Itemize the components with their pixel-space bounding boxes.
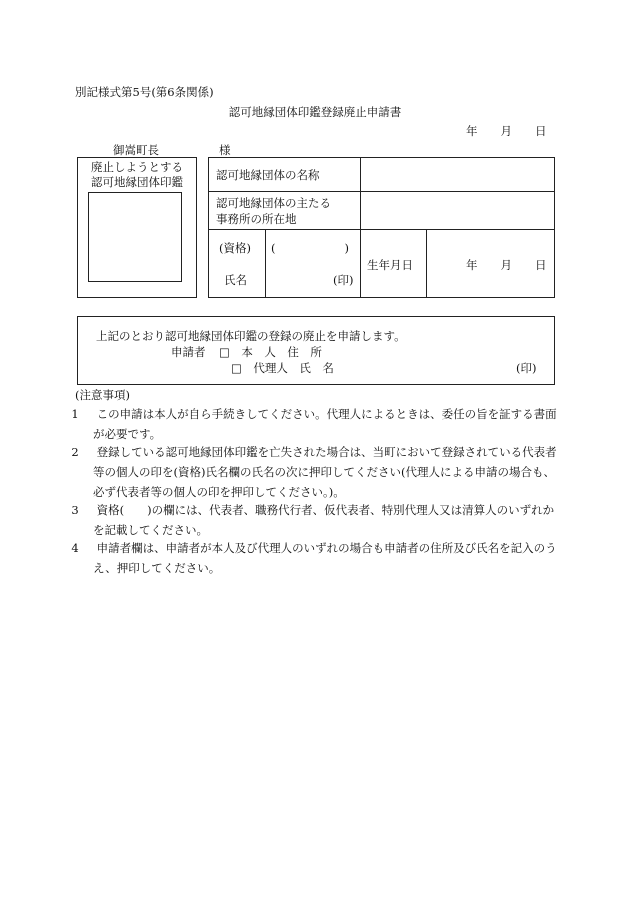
- birthdate-label: 生年月日: [367, 258, 413, 272]
- column-divider: [426, 229, 427, 297]
- applicant-option-self-address[interactable]: □ 本 人 住 所: [219, 345, 322, 359]
- honorific: 様: [219, 143, 231, 157]
- birthdate-field[interactable]: 年 月 日: [466, 258, 547, 272]
- organization-name-field[interactable]: [361, 158, 552, 190]
- note-number: 4: [71, 541, 79, 555]
- seal-panel-label-line2: 認可地縁団体印鑑: [91, 175, 183, 189]
- note-item: [71, 500, 560, 540]
- organization-name-label: 認可地縁団体の名称: [216, 168, 320, 182]
- note-text: 資格( )の欄には、代表者、職務代行者、仮代表者、特別代理人又は清算人のいずれかを記載してください。: [93, 503, 555, 537]
- page-title: 認可地縁団体印鑑登録廃止申請書: [228, 105, 402, 119]
- applicant-label: 申請者: [171, 345, 206, 359]
- note-item: [71, 538, 560, 578]
- declaration-seal-mark: (印): [516, 361, 537, 375]
- date-line: 年 月 日: [466, 124, 547, 138]
- form-number: 別記様式第5号(第6条関係): [75, 85, 214, 99]
- note-text: 申請者欄は、申請者が本人及び代理人のいずれの場合も申請者の住所及び氏名を記入のうえ、押印してください。: [93, 541, 557, 575]
- column-divider: [265, 229, 266, 297]
- note-text: この申請は本人が自ら手続きしてください。代理人によるときは、委任の旨を証する書面が必要です。: [93, 407, 557, 441]
- office-address-field[interactable]: [361, 192, 552, 228]
- note-text: 登録している認可地縁団体印鑑を亡失された場合は、当町において登録されている代表者等の個人の印を(資格)氏名欄の氏名の次に押印してください(代理人による申請の場合も、必ず代表者等の個人の印を押印してください。)。: [93, 445, 557, 499]
- seal-panel-label-line1: 廃止しようとする: [91, 160, 183, 174]
- office-address-label-line1: 認可地縁団体の主たる: [216, 196, 331, 210]
- note-number: 1: [71, 407, 79, 421]
- office-address-label-line2: 事務所の所在地: [216, 212, 297, 226]
- applicant-option-agent-name[interactable]: □ 代理人 氏 名: [231, 361, 334, 375]
- row-divider: [208, 229, 554, 230]
- qualification-label: (資格): [219, 241, 251, 255]
- declaration-text: 上記のとおり認可地縁団体印鑑の登録の廃止を申請します。: [96, 329, 406, 343]
- note-number: 2: [71, 445, 79, 459]
- seal-impression-box[interactable]: [88, 192, 182, 282]
- person-name-label: 氏名: [224, 273, 247, 287]
- addressee: 御嵩町長: [113, 143, 159, 157]
- note-number: 3: [71, 503, 79, 517]
- note-item: [71, 404, 560, 444]
- note-item: [71, 442, 560, 502]
- name-seal-mark: (印): [333, 273, 354, 287]
- qualification-field[interactable]: ( ): [271, 241, 349, 255]
- notes-heading: (注意事項): [75, 388, 130, 402]
